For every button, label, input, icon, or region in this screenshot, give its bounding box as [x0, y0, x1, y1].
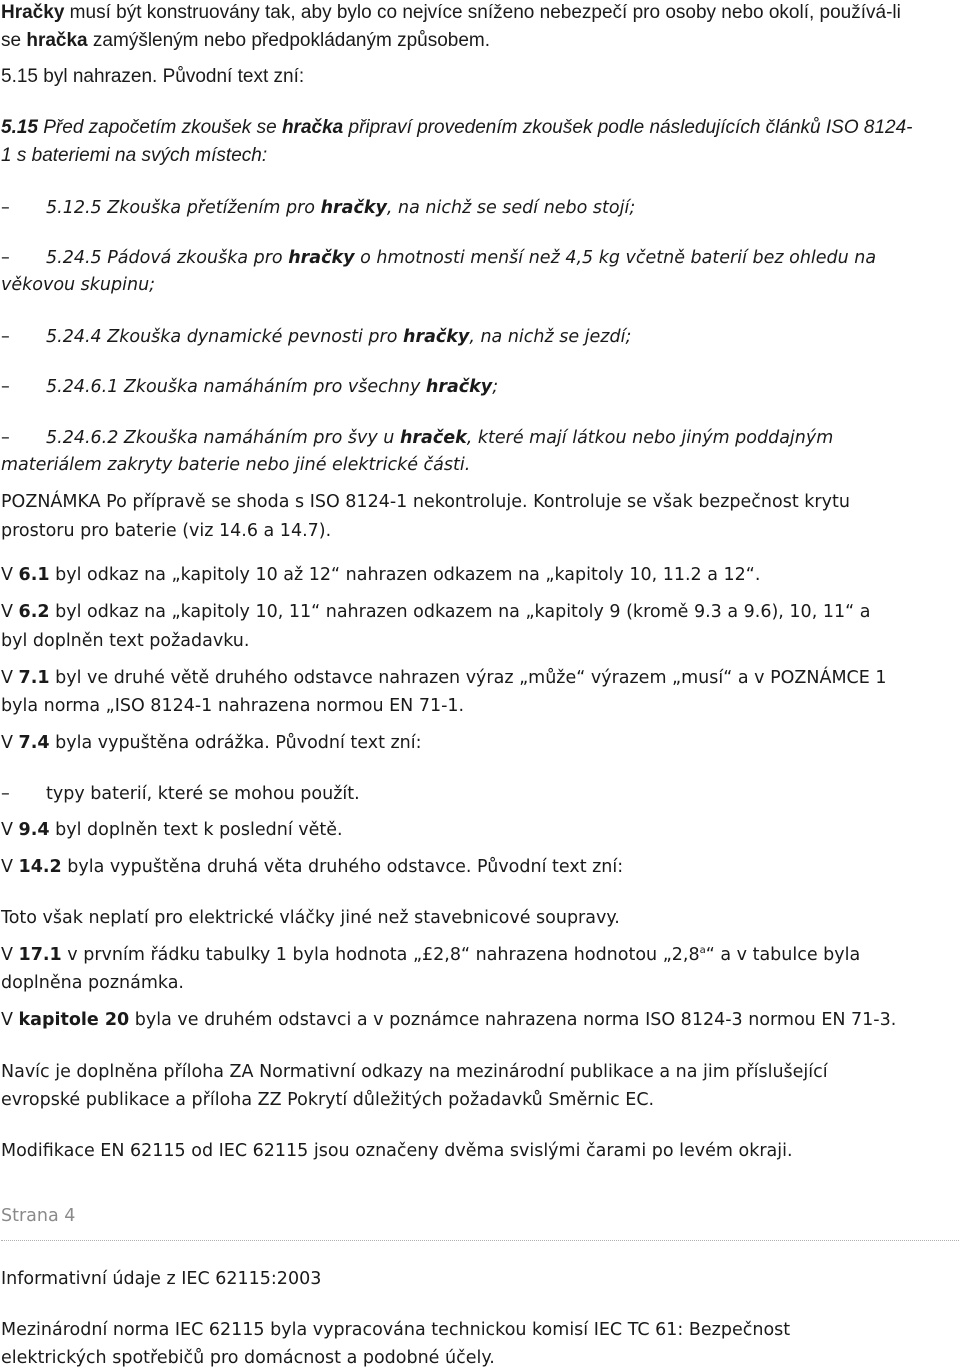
page-label: Strana 4: [1, 1206, 76, 1226]
info-line-1: Mezinárodní norma IEC 62115 byla vypracována technickou komisí IEC TC 61: Bezpečnost: [1, 1320, 791, 1340]
list-item-text: 5.24.5 Pádová zkouška pro hračky o hmotnosti menší než 4,5 kg včetně baterií bez ohledu na: [46, 248, 877, 268]
info-line-2: elektrických spotřebičů pro domácnost a podobné účely.: [1, 1348, 495, 1368]
change-17-1-continuation: doplněna poznámka.: [1, 973, 184, 993]
list-item-text: 5.12.5 Zkouška přetížením pro hračky, na nichž se sedí nebo stojí;: [46, 198, 636, 218]
change-6-2-continuation: byl doplněn text požadavku.: [1, 631, 250, 651]
info-heading: Informativní údaje z IEC 62115:2003: [1, 1269, 322, 1289]
change-17-1: V 17.1 v prvním řádku tabulky 1 byla hodnota „£2,8“ nahrazena hodnotou „2,8$^a$“ a v tabulce byla: [1, 945, 861, 965]
change-6-1: V 6.1 byl odkaz na „kapitoly 10 až 12“ nahrazen odkazem na „kapitoly 10, 11.2 a 12“.: [1, 565, 761, 585]
change-6-2: V 6.2 byl odkaz na „kapitoly 10, 11“ nahrazen odkazem na „kapitoly 9 (kromě 9.3 a 9.6), 10, 11“ a: [1, 602, 871, 622]
removed-bullet-text: typy baterií, které se mohou použít.: [46, 784, 360, 804]
list-dash: –: [1, 377, 10, 397]
annex-line-1: Navíc je doplněna příloha ZA Normativní odkazy na mezinárodní publikace a na jim příslušející: [1, 1062, 828, 1082]
list-dash: –: [1, 428, 10, 448]
intro-line-1: Hračky musí být konstruovány tak, aby bylo co nejvíce sníženo nebezpečí pro osoby nebo okolí, používá-li: [1, 2, 901, 23]
modifications-note: Modifikace EN 62115 od IEC 62115 jsou označeny dvěma svislými čarami po levém okraji.: [1, 1141, 793, 1161]
list-dash: –: [1, 784, 10, 804]
list-item-text: 5.24.4 Zkouška dynamické pevnosti pro hračky, na nichž se jezdí;: [46, 327, 632, 347]
annex-line-2: evropské publikace a příloha ZZ Pokrytí důležitých požadavků Směrnic EC.: [1, 1090, 655, 1110]
change-14-2: V 14.2 byla vypuštěna druhá věta druhého odstavce. Původní text zní:: [1, 857, 624, 877]
original-clause-line-2: 1 s bateriemi na svých místech:: [1, 145, 268, 166]
list-item-text: 5.24.6.2 Zkouška namáháním pro švy u hraček, které mají látkou nebo jiným poddajným: [46, 428, 834, 448]
change-7-4: V 7.4 byla vypuštěna odrážka. Původní text zní:: [1, 733, 422, 753]
change-chapter-20: V kapitole 20 byla ve druhém odstavci a v poznámce nahrazena norma ISO 8124-3 normou EN 71-3.: [1, 1010, 897, 1030]
list-dash: –: [1, 327, 10, 347]
list-dash: –: [1, 248, 10, 268]
change-7-1-continuation: byla norma „ISO 8124-1 nahrazena normou EN 71-1.: [1, 696, 465, 716]
note-line-1: POZNÁMKA Po přípravě se shoda s ISO 8124-1 nekontroluje. Kontroluje se však bezpečnost krytu: [1, 492, 850, 512]
note-line-2: prostoru pro baterie (viz 14.6 a 14.7).: [1, 521, 332, 541]
list-item-text: 5.24.6.1 Zkouška namáháním pro všechny hračky;: [46, 377, 499, 397]
removed-sentence: Toto však neplatí pro elektrické vláčky jiné než stavebnicové soupravy.: [1, 908, 620, 928]
change-9-4: V 9.4 byl doplněn text k poslední větě.: [1, 820, 343, 840]
list-item-continuation: materiálem zakryty baterie nebo jiné elektrické části.: [1, 455, 471, 475]
list-item-continuation: věkovou skupinu;: [1, 275, 156, 295]
list-dash: –: [1, 198, 10, 218]
divider: [1, 1240, 959, 1241]
change-7-1: V 7.1 byl ve druhé větě druhého odstavce nahrazen výraz „může“ výrazem „musí“ a v POZNÁMCE 1: [1, 668, 887, 688]
original-clause-line-1: 5.15 Před započetím zkoušek se hračka připraví provedením zkoušek podle následujících článků ISO 8124-: [1, 117, 913, 138]
intro-line-2: se hračka zamýšleným nebo předpokládaným způsobem.: [1, 30, 491, 51]
replaced-clause-note: 5.15 byl nahrazen. Původní text zní:: [1, 66, 305, 87]
